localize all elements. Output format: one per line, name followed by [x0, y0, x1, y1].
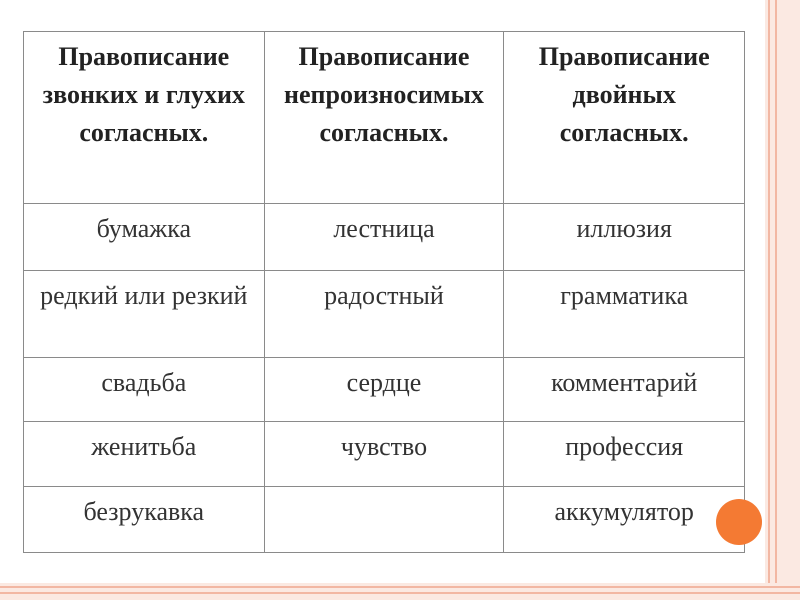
table-row — [24, 358, 745, 422]
table-cell — [264, 487, 504, 553]
table-cell: бумажка — [24, 204, 265, 271]
header-voiced-voiceless: Правописание звонких и глухих согласных. — [24, 32, 265, 204]
table-cell: свадьба — [24, 358, 265, 422]
table-cell: грамматика — [504, 271, 745, 358]
table-header-row — [24, 32, 745, 204]
header-double: Правописание двойных согласных. — [504, 32, 745, 204]
table-cell: чувство — [264, 422, 504, 487]
table-cell: иллюзия — [504, 204, 745, 271]
table-cell: профессия — [504, 422, 745, 487]
border-stripe — [775, 0, 777, 600]
table-cell: безрукавка — [24, 487, 265, 553]
table-cell: радостный — [264, 271, 504, 358]
header-unpronounceable: Правописание непроизносимых согласных. — [264, 32, 504, 204]
slide-border-bottom — [0, 583, 800, 600]
border-stripe — [0, 592, 800, 594]
table-cell: сердце — [264, 358, 504, 422]
slide-border-right — [765, 0, 800, 600]
border-stripe — [768, 0, 770, 600]
spelling-table — [23, 31, 745, 553]
table-row — [24, 422, 745, 487]
decorative-dot — [716, 499, 762, 545]
table-row — [24, 487, 745, 553]
table-cell: женитьба — [24, 422, 265, 487]
table-cell: редкий или резкий — [24, 271, 265, 358]
table-row — [24, 271, 745, 358]
table-row — [24, 204, 745, 271]
table-cell: аккумулятор — [504, 487, 745, 553]
border-stripe — [0, 586, 800, 588]
table-cell: комментарий — [504, 358, 745, 422]
table-cell: лестница — [264, 204, 504, 271]
